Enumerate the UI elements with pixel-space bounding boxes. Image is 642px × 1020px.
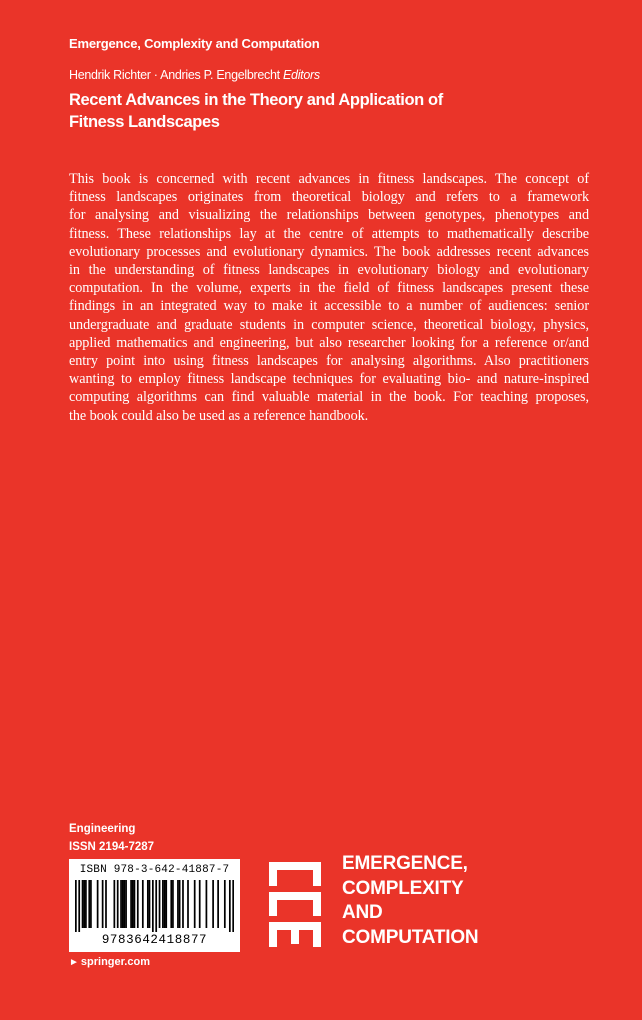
barcode-bar xyxy=(142,880,144,928)
barcode-digits: 9783642418877 xyxy=(101,933,208,947)
description-line: wanting to employ fitness landscape techniques for evaluating bio- and nature-inspired xyxy=(69,371,589,388)
description-line: findings in an integrated way to make it accessible to a number of audiences: senior xyxy=(69,298,589,315)
barcode-bar xyxy=(130,880,132,928)
series-logo-name xyxy=(342,852,478,950)
barcode-bar xyxy=(102,880,104,928)
barcode-bar xyxy=(122,880,124,928)
description-line: applied mathematics and engineering, but also researcher looking for a reference or/and xyxy=(69,334,589,351)
subject-category: Engineering xyxy=(69,823,136,835)
barcode-box xyxy=(69,859,240,952)
barcode-bar xyxy=(164,880,166,928)
barcode-bar xyxy=(97,880,99,928)
barcode-bar xyxy=(182,880,184,928)
description-line: computing algorithms can find valuable material in the book. For teaching proposes, xyxy=(69,389,589,406)
description-line: evolutionary processes and evolutionary dynamics. The book addresses recent advances xyxy=(69,243,589,260)
barcode-bar xyxy=(199,880,201,928)
barcode-bar xyxy=(105,880,107,928)
subject-info xyxy=(69,820,154,856)
description-line: fitness. These relationships lay at the centre of attempts to mathematically describe xyxy=(69,225,589,242)
barcode-bar xyxy=(152,880,154,932)
barcode-bar xyxy=(165,880,167,928)
book-title-line-2: Fitness Landscapes xyxy=(69,113,220,131)
barcode-bar xyxy=(117,880,119,928)
barcode-bar xyxy=(124,880,126,928)
editors-role: Editors xyxy=(283,68,320,82)
series-logo-line-1: EMERGENCE, xyxy=(342,853,468,874)
book-description xyxy=(69,170,589,425)
barcode-bar xyxy=(224,880,226,928)
barcode-bar xyxy=(232,880,234,932)
barcode-bar xyxy=(113,880,115,928)
description-line: the book could also be used as a reference handbook. xyxy=(69,407,369,424)
isbn-label: ISBN 978-3-642-41887-7 xyxy=(79,864,230,876)
barcode-bar xyxy=(229,880,231,932)
series-logo-line-3: AND xyxy=(342,902,383,923)
barcode-bar xyxy=(177,880,179,928)
barcode-bar xyxy=(125,880,127,928)
barcode-bar xyxy=(149,880,151,928)
barcode-bar xyxy=(217,880,219,928)
book-title xyxy=(69,89,539,133)
barcode-bar xyxy=(83,880,85,928)
barcode-icon xyxy=(75,880,234,932)
barcode-bar xyxy=(206,880,208,928)
barcode-bar xyxy=(120,880,122,928)
description-line: undergraduate and graduate students in computer science, theoretical biology, physics, xyxy=(69,316,589,333)
barcode-bar xyxy=(147,880,149,928)
barcode-bar xyxy=(179,880,181,928)
publisher-link[interactable] xyxy=(69,956,150,968)
description-line: in the understanding of fitness landscapes in evolutionary biology and evolutionary xyxy=(69,262,589,279)
description-line: for analysing and visualizing the relationships between genotypes, phenotypes and xyxy=(69,207,589,224)
description-line: This book is concerned with recent advances in fitness landscapes. The concept of xyxy=(69,171,589,187)
book-title-line-1: Recent Advances in the Theory and Application of xyxy=(69,91,443,109)
barcode-bar xyxy=(172,880,174,928)
barcode-bar xyxy=(170,880,172,928)
issn: ISSN 2194-7287 xyxy=(69,841,155,853)
description-line: fitness landscapes originates from theoretical biology and refers to a framework xyxy=(69,189,589,206)
series-title: Emergence, Complexity and Computation xyxy=(69,36,320,51)
barcode-bar xyxy=(162,880,164,928)
barcode-bar xyxy=(88,880,90,928)
barcode-bar xyxy=(155,880,157,932)
barcode-bar xyxy=(132,880,134,928)
barcode-bar xyxy=(137,880,139,928)
arrow-right-icon: ► xyxy=(69,957,79,968)
barcode-bar xyxy=(78,880,80,932)
barcode-bar xyxy=(159,880,161,928)
barcode-bar xyxy=(187,880,189,928)
editors-line xyxy=(69,68,320,82)
barcode-bar xyxy=(90,880,92,928)
description-line: entry point into using fitness landscapes for analysing algorithms. Also practitioners xyxy=(69,353,589,370)
series-logo-line-4: COMPUTATION xyxy=(342,926,479,948)
barcode-bar xyxy=(134,880,136,928)
barcode-bar xyxy=(212,880,214,928)
barcode-bar xyxy=(82,880,84,928)
barcode-bar xyxy=(194,880,196,928)
ecc-logo-icon xyxy=(267,858,329,950)
editor-names: Hendrik Richter · Andries P. Engelbrecht xyxy=(69,68,280,82)
barcode-bar xyxy=(85,880,87,928)
barcode-bar xyxy=(75,880,77,932)
description-line: computation. In the volume, experts in the field of fitness landscapes present these xyxy=(69,280,589,297)
series-logo-line-2: COMPLEXITY xyxy=(342,877,464,899)
publisher-url: springer.com xyxy=(80,956,150,968)
